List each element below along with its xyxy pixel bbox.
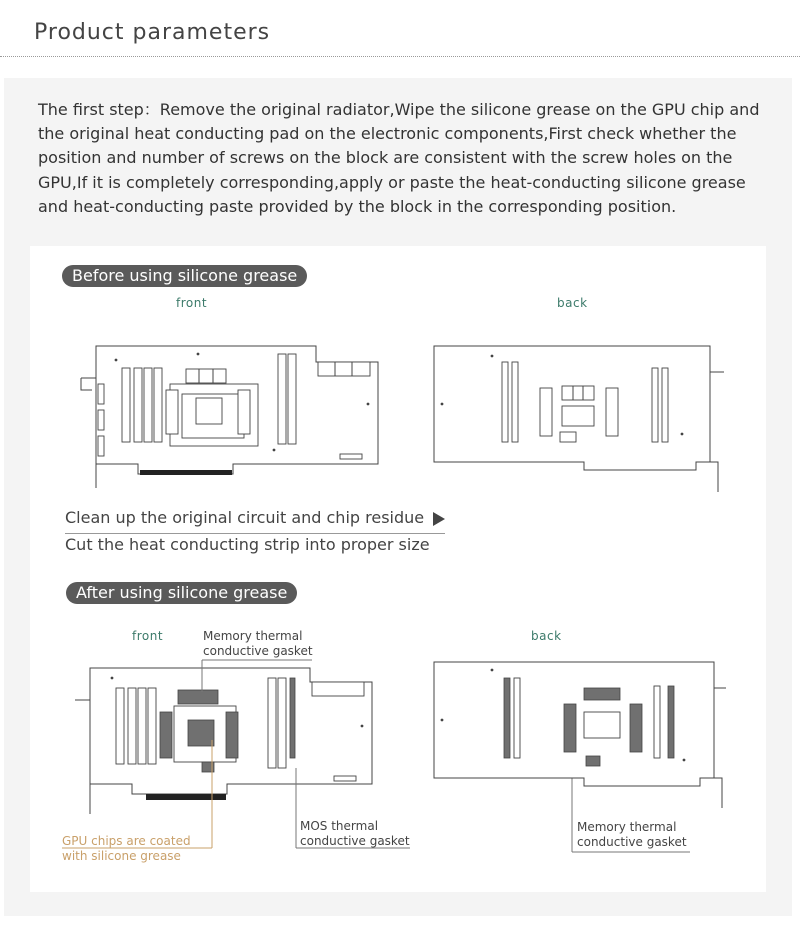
after-front-label: front	[132, 629, 164, 643]
step-cut-text: Cut the heat conducting strip into proper size	[65, 535, 430, 554]
after-back-label: back	[531, 629, 562, 643]
after-back-board-illustration	[432, 660, 726, 808]
after-section-title: After using silicone grease	[66, 582, 297, 604]
before-section-title: Before using silicone grease	[62, 265, 307, 287]
mos-gasket-note: MOS thermal conductive gasket	[300, 819, 410, 848]
gpu-grease-note: GPU chips are coated with silicone grease	[62, 834, 191, 863]
intro-paragraph: The first step：Remove the original radiator,Wipe the silicone grease on the GPU chip and the original heat conducting pad on the electronic components,First check whether the position and number of screws on the block are consistent with the screw holes on the GPU,If it is completely corresponding,apply or paste the heat-conducting silicone grease and heat-conducting paste provided by the block in the corresponding position.	[38, 100, 760, 216]
before-front-label: front	[176, 296, 208, 310]
step-clean-text: Clean up the original circuit and chip residue	[65, 508, 425, 527]
memory-gasket-front-note: Memory thermal conductive gasket	[203, 629, 313, 658]
before-back-label: back	[557, 296, 588, 310]
page-title: Product parameters	[34, 20, 271, 45]
memory-gasket-back-note: Memory thermal conductive gasket	[577, 820, 687, 849]
